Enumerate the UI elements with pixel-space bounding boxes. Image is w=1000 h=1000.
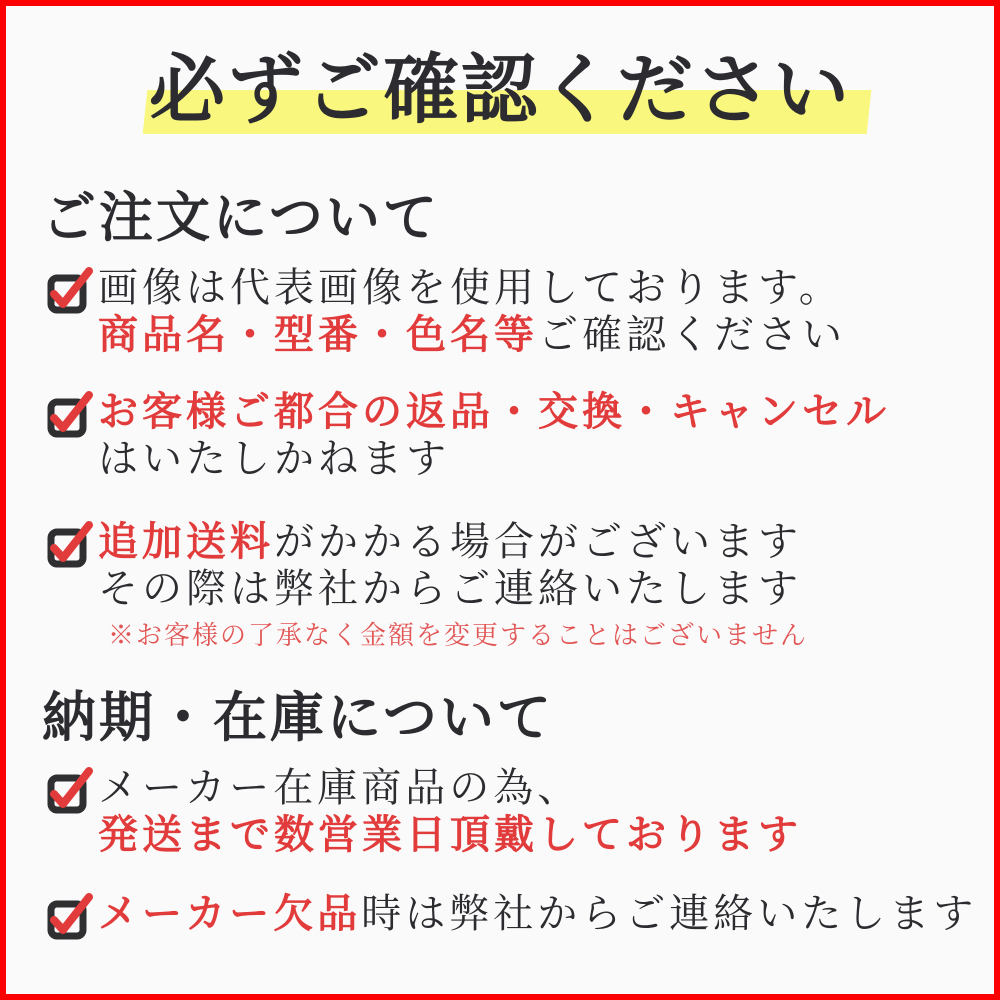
text-segment-red: 追加送料	[98, 519, 274, 564]
text-segment: その際は弊社からご連絡いたします	[98, 566, 802, 611]
checked-checkbox-icon	[46, 388, 94, 440]
section-heading: ご注文について	[42, 188, 440, 248]
text-segment: メーカー在庫商品の為、	[98, 765, 582, 810]
item-text	[98, 890, 977, 937]
checklist-item	[46, 890, 977, 942]
item-text	[98, 518, 808, 653]
item-text	[98, 388, 890, 482]
section-heading: 納期・在庫について	[42, 688, 554, 748]
item-line	[98, 811, 802, 858]
text-segment-red: 商品名・型番・色名等	[98, 312, 538, 357]
item-text	[98, 264, 846, 358]
page-title-text: 必ずご確認ください	[149, 49, 851, 133]
text-segment: ご確認ください	[538, 312, 846, 357]
text-segment: はいたしかねます	[98, 436, 450, 481]
item-line	[98, 264, 846, 311]
text-segment: 時は弊社からご連絡いたします	[361, 891, 978, 936]
item-line	[98, 565, 808, 612]
text-segment: がかかる場合がございます	[274, 519, 802, 564]
item-line	[98, 764, 802, 811]
checked-checkbox-icon	[46, 890, 94, 942]
checklist-item	[46, 764, 802, 858]
checked-checkbox-icon	[46, 264, 94, 316]
item-line	[98, 890, 977, 937]
item-line	[98, 311, 846, 358]
checklist-item	[46, 264, 846, 358]
page-title	[6, 36, 994, 146]
item-line	[98, 388, 890, 435]
checked-checkbox-icon	[46, 764, 94, 816]
item-line	[98, 435, 890, 482]
text-segment-red: 発送まで数営業日頂戴しております	[98, 812, 802, 857]
text-segment-red: メーカー欠品	[98, 891, 362, 936]
item-line	[98, 518, 808, 565]
text-segment-red: お客様ご都合の返品・交換・キャンセル	[98, 389, 890, 434]
item-text	[98, 764, 802, 858]
checklist-item	[46, 518, 808, 653]
item-note: ※お客様の了承なく金額を変更することはございません	[108, 621, 809, 650]
text-segment: 画像は代表画像を使用しております。	[98, 265, 843, 310]
checklist-item	[46, 388, 890, 482]
checked-checkbox-icon	[46, 518, 94, 570]
